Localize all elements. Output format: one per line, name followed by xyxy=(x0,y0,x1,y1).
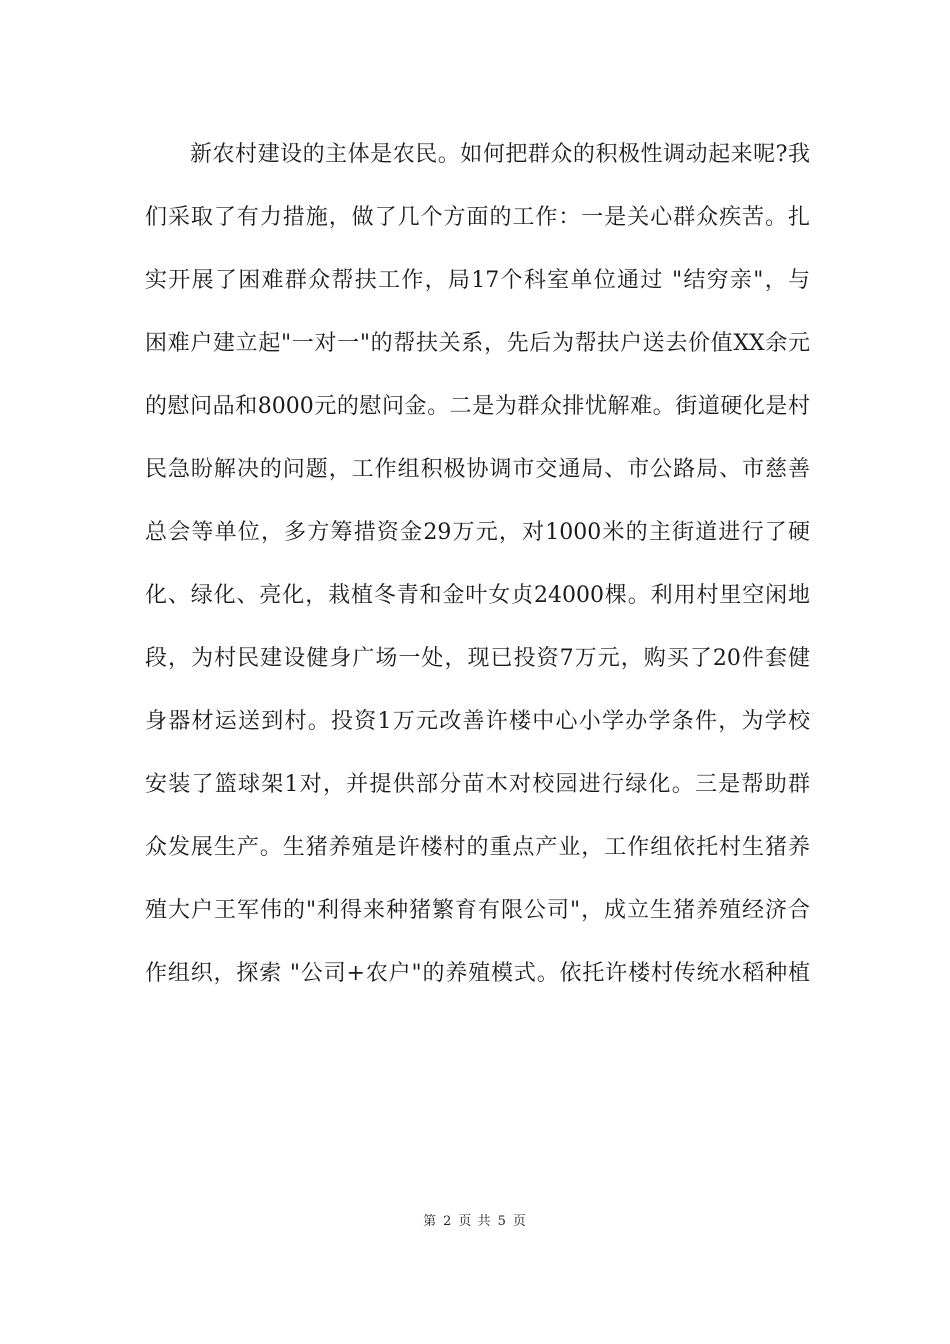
footer-prefix: 第 xyxy=(423,1214,438,1229)
paragraph-line-4: 困难户建立起"一对一"的帮扶关系，先后为帮扶户送去价值XX余元 xyxy=(145,331,810,356)
footer-current-page: 2 xyxy=(443,1214,453,1229)
paragraph-line-5: 的慰问品和8000元的慰问金。二是为群众排忧解难。街道硬化是村 xyxy=(145,394,810,419)
paragraph-line-7: 总会等单位，多方筹措资金29万元，对1000米的主街道进行了硬 xyxy=(145,520,810,545)
paragraph-line-9: 段，为村民建设健身广场一处，现已投资7万元，购买了20件套健 xyxy=(145,646,810,671)
paragraph-line-8: 化、绿化、亮化，栽植冬青和金叶女贞24000棵。利用村里空闲地 xyxy=(145,583,810,608)
footer-total-pages: 5 xyxy=(497,1214,507,1229)
paragraph-line-6: 民急盼解决的问题，工作组积极协调市交通局、市公路局、市慈善 xyxy=(145,457,810,482)
paragraph-line-10: 身器材运送到村。投资1万元改善许楼中心小学办学条件，为学校 xyxy=(145,709,810,734)
paragraph-line-12: 众发展生产。生猪养殖是许楼村的重点产业，工作组依托村生猪养 xyxy=(145,835,810,860)
paragraph-line-11: 安装了篮球架1对，并提供部分苗木对校园进行绿化。三是帮助群 xyxy=(145,772,810,797)
paragraph-line-2: 们采取了有力措施，做了几个方面的工作：一是关心群众疾苦。扎 xyxy=(145,205,810,230)
footer-middle: 页 共 xyxy=(458,1214,492,1229)
footer-suffix: 页 xyxy=(512,1214,527,1229)
paragraph-line-3: 实开展了困难群众帮扶工作，局17个科室单位通过 "结穷亲"，与 xyxy=(145,268,810,293)
paragraph-line-13: 殖大户王军伟的"利得来种猪繁育有限公司"，成立生猪养殖经济合 xyxy=(145,898,810,923)
paragraph-line-14: 作组织，探索 "公司+农户"的养殖模式。依托许楼村传统水稻种植 xyxy=(145,961,810,986)
paragraph-line-1: 新农村建设的主体是农民。如何把群众的积极性调动起来呢?我 xyxy=(190,142,810,167)
page-footer xyxy=(0,1213,950,1231)
